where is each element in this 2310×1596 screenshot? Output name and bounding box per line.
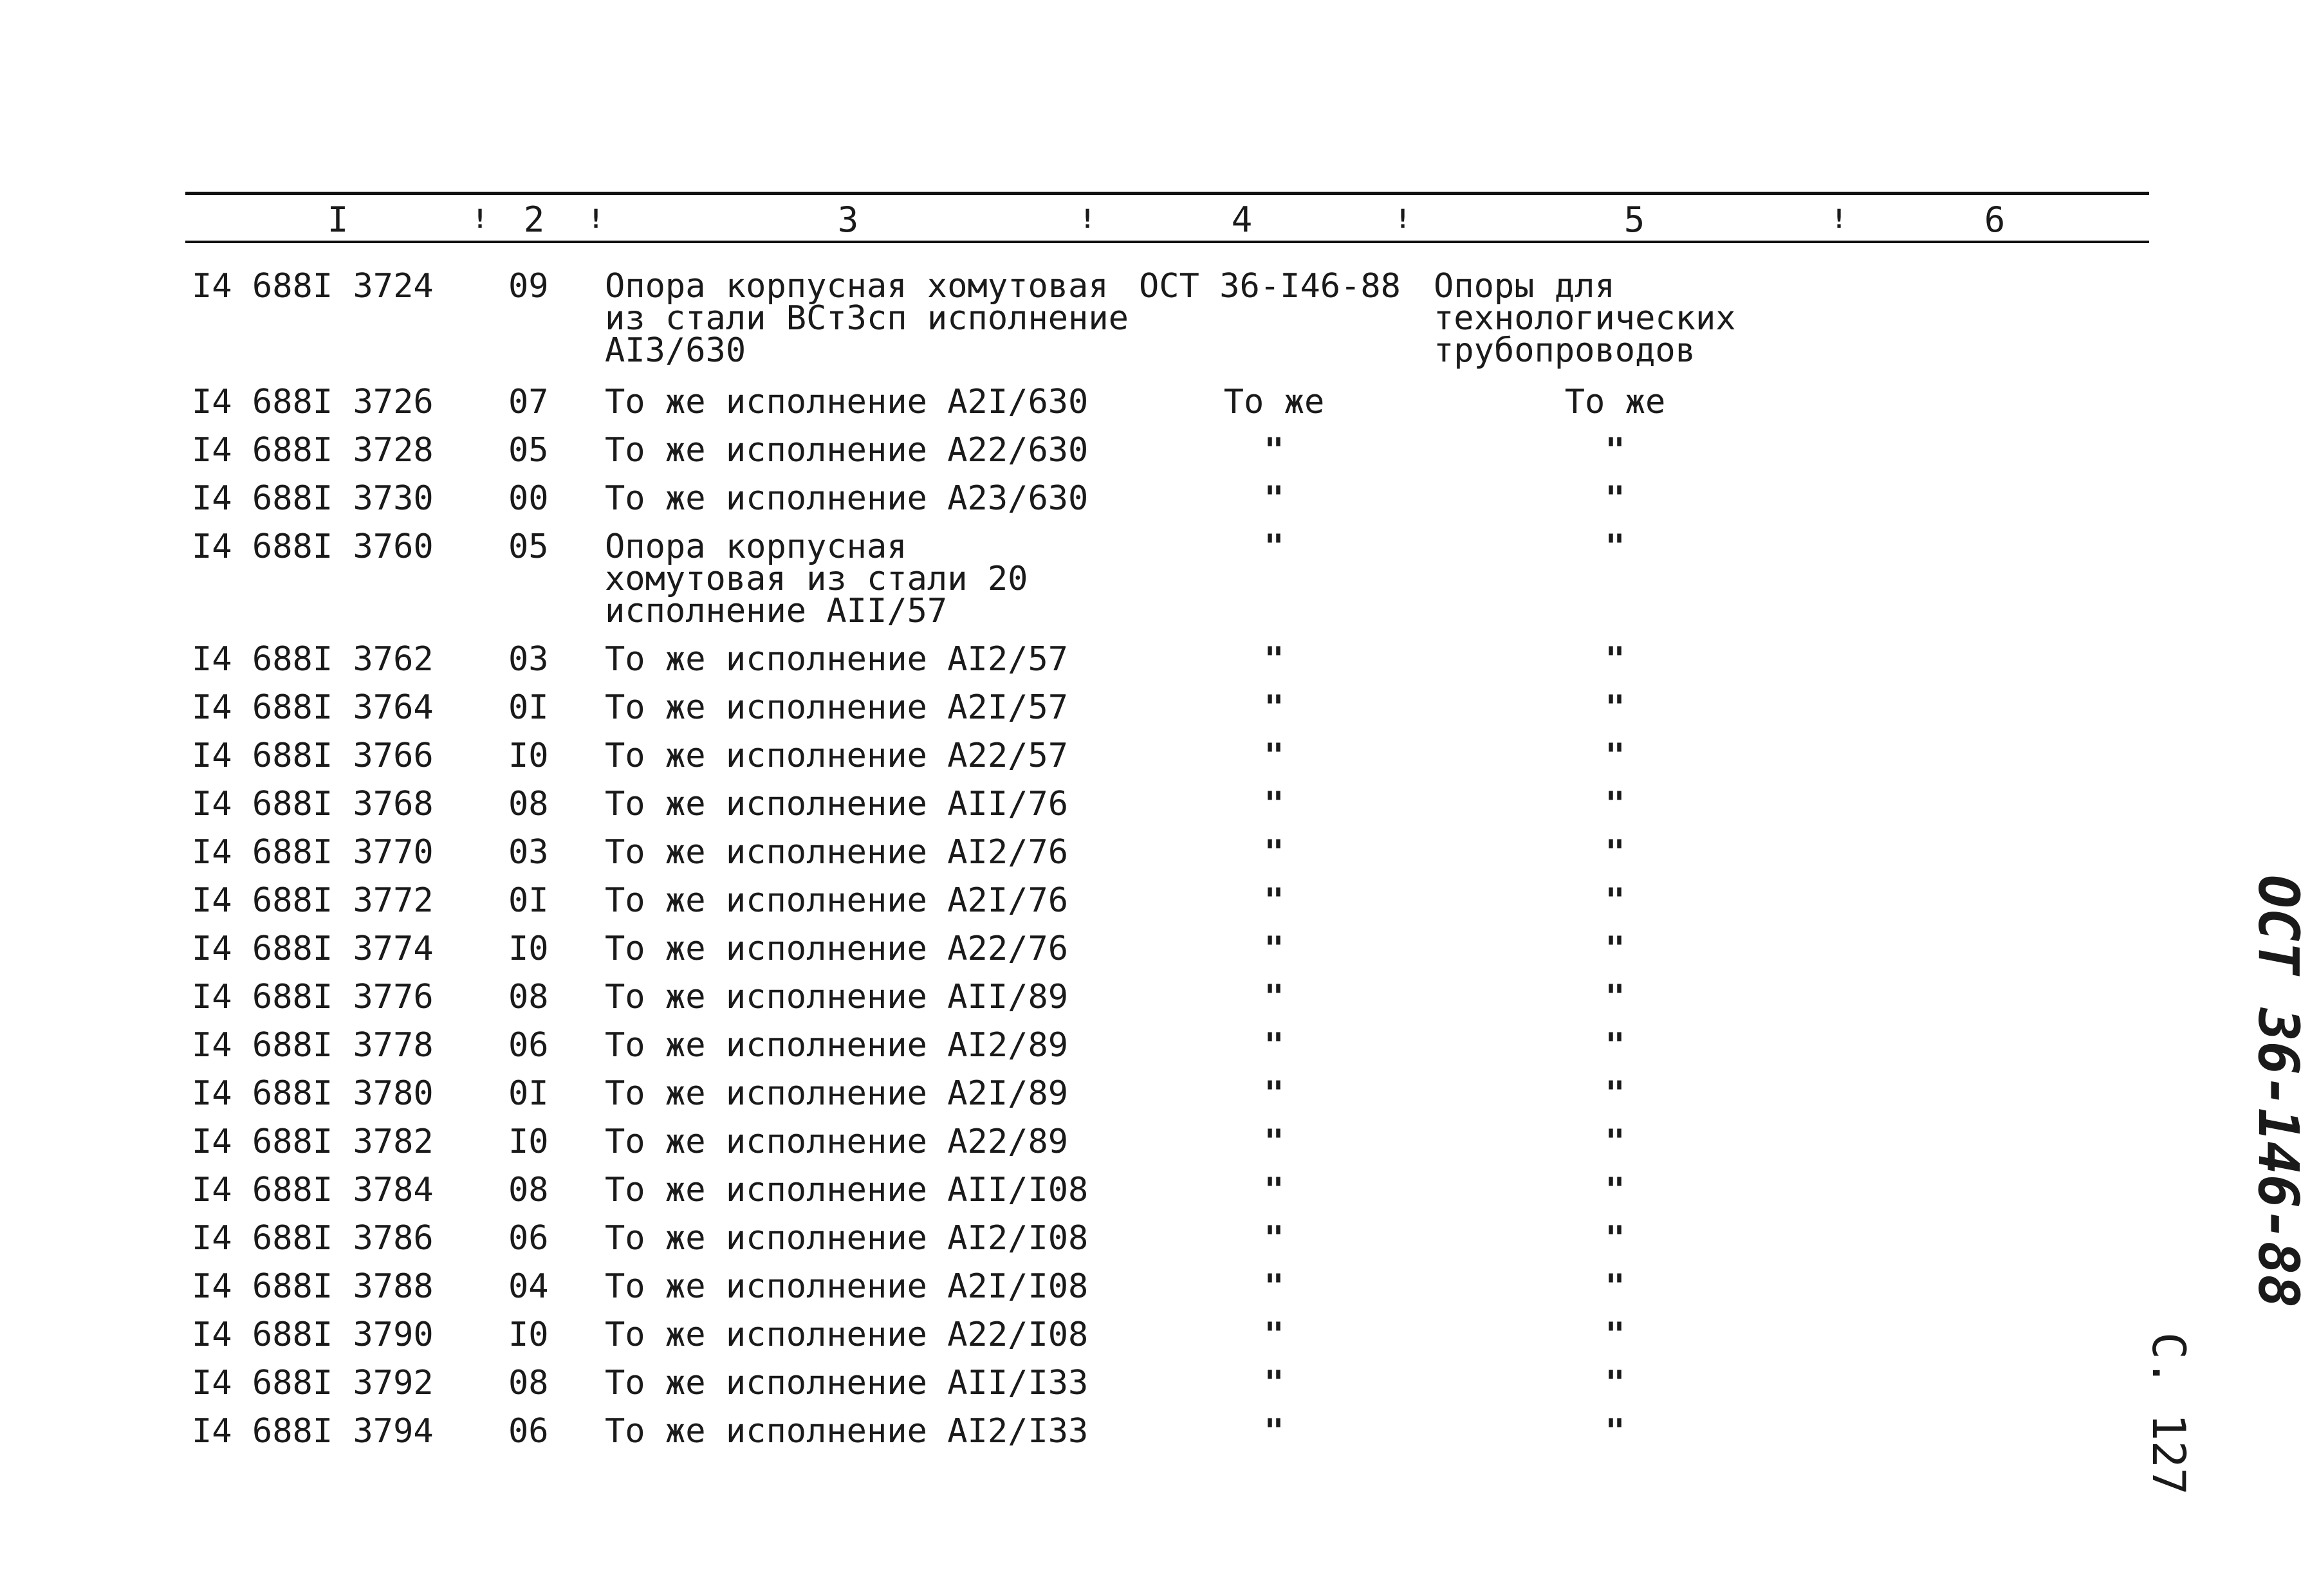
header-top-rule [185, 192, 2149, 195]
item-name: Опора корпусная хомутовая из стали ВСтЗсп исполнение AI3/630 [605, 267, 1129, 370]
ditto-mark: " [1605, 1316, 1625, 1354]
item-name: То же исполнение A22/76 [605, 930, 1069, 968]
check-number: 00 [508, 479, 549, 518]
item-name: То же исполнение A2I/630 [605, 383, 1089, 421]
designation-code: I4 688I 3724 [192, 267, 434, 306]
ditto-mark: " [1264, 881, 1284, 920]
item-name: То же исполнение A2I/76 [605, 881, 1069, 920]
check-number: 0I [508, 1074, 549, 1113]
header-col-2: 2 [523, 199, 545, 240]
designation-code: I4 688I 3726 [192, 383, 434, 421]
ditto-mark: " [1605, 737, 1625, 775]
ditto-mark: " [1264, 1267, 1284, 1306]
designation-code: I4 688I 3776 [192, 978, 434, 1016]
header-separator: ! [1395, 205, 1411, 234]
ditto-mark: " [1264, 1074, 1284, 1113]
designation-code: I4 688I 3770 [192, 833, 434, 872]
ditto-mark: " [1605, 1026, 1625, 1065]
header-col-4: 4 [1231, 199, 1253, 240]
designation-code: I4 688I 3792 [192, 1364, 434, 1402]
check-number: 08 [508, 978, 549, 1016]
check-number: 04 [508, 1267, 549, 1306]
designation-code: I4 688I 3786 [192, 1219, 434, 1258]
check-number: I0 [508, 1316, 549, 1354]
check-number: I0 [508, 930, 549, 968]
item-name: То же исполнение AI2/I08 [605, 1219, 1089, 1258]
ditto-mark: " [1264, 431, 1284, 470]
check-number: 05 [508, 527, 549, 566]
ditto-mark: " [1264, 785, 1284, 823]
ditto-mark: " [1264, 1219, 1284, 1258]
check-number: I0 [508, 737, 549, 775]
item-name: То же исполнение A22/89 [605, 1123, 1069, 1161]
designation-code: I4 688I 3784 [192, 1171, 434, 1209]
designation-code: I4 688I 3768 [192, 785, 434, 823]
item-name: Опора корпусная хомутовая из стали 20 исполнение AII/57 [605, 527, 1028, 630]
ditto-mark: " [1264, 1171, 1284, 1209]
ditto-mark: " [1605, 1364, 1625, 1402]
designation-code: I4 688I 3760 [192, 527, 434, 566]
check-number: I0 [508, 1123, 549, 1161]
designation-code: I4 688I 3772 [192, 881, 434, 920]
ditto-mark: " [1264, 833, 1284, 872]
designation-code: I4 688I 3790 [192, 1316, 434, 1354]
check-number: 09 [508, 267, 549, 306]
ditto-mark: " [1605, 640, 1625, 679]
note: Опоры для технологических трубопроводов [1434, 267, 1736, 370]
ditto-mark: " [1605, 1219, 1625, 1258]
ditto-mark: " [1264, 479, 1284, 518]
ditto-mark: " [1605, 1123, 1625, 1161]
ditto-mark: " [1605, 688, 1625, 727]
check-number: 07 [508, 383, 549, 421]
ditto-mark: " [1605, 431, 1625, 470]
ditto-mark: " [1264, 1123, 1284, 1161]
check-number: 08 [508, 1364, 549, 1402]
header-separator: ! [588, 205, 604, 234]
standard-doc: ОСТ 36-I46-88 [1139, 267, 1401, 306]
designation-code: I4 688I 3774 [192, 930, 434, 968]
note: То же [1564, 383, 1666, 421]
designation-code: I4 688I 3730 [192, 479, 434, 518]
item-name: То же исполнение A2I/89 [605, 1074, 1069, 1113]
ditto-mark: " [1605, 833, 1625, 872]
designation-code: I4 688I 3728 [192, 431, 434, 470]
margin-standard-number: ОСТ 36-146-88 [2246, 875, 2310, 1308]
item-name: То же исполнение A22/I08 [605, 1316, 1089, 1354]
designation-code: I4 688I 3782 [192, 1123, 434, 1161]
check-number: 08 [508, 785, 549, 823]
ditto-mark: " [1264, 527, 1284, 566]
check-number: 0I [508, 688, 549, 727]
item-name: То же исполнение AI2/89 [605, 1026, 1069, 1065]
ditto-mark: " [1605, 479, 1625, 518]
check-number: 06 [508, 1412, 549, 1451]
ditto-mark: " [1264, 978, 1284, 1016]
ditto-mark: " [1264, 1026, 1284, 1065]
ditto-mark: " [1605, 978, 1625, 1016]
header-col-1: I [327, 199, 349, 240]
item-name: То же исполнение AI2/76 [605, 833, 1069, 872]
item-name: То же исполнение AI2/I33 [605, 1412, 1089, 1451]
ditto-mark: " [1605, 930, 1625, 968]
item-name: То же исполнение AII/I33 [605, 1364, 1089, 1402]
header-separator: ! [1831, 205, 1847, 234]
ditto-mark: " [1264, 1364, 1284, 1402]
check-number: 05 [508, 431, 549, 470]
header-separator: ! [1080, 205, 1096, 234]
item-name: То же исполнение AII/76 [605, 785, 1069, 823]
designation-code: I4 688I 3794 [192, 1412, 434, 1451]
item-name: То же исполнение A22/630 [605, 431, 1089, 470]
check-number: 03 [508, 833, 549, 872]
item-name: То же исполнение A2I/I08 [605, 1267, 1089, 1306]
item-name: То же исполнение A23/630 [605, 479, 1089, 518]
designation-code: I4 688I 3780 [192, 1074, 434, 1113]
item-name: То же исполнение AII/I08 [605, 1171, 1089, 1209]
ditto-mark: " [1605, 785, 1625, 823]
check-number: 03 [508, 640, 549, 679]
designation-code: I4 688I 3788 [192, 1267, 434, 1306]
item-name: То же исполнение A22/57 [605, 737, 1069, 775]
check-number: 06 [508, 1219, 549, 1258]
margin-page-number: С. 127 [2142, 1332, 2195, 1495]
designation-code: I4 688I 3764 [192, 688, 434, 727]
header-separator: ! [472, 205, 488, 234]
check-number: 06 [508, 1026, 549, 1065]
item-name: То же исполнение AII/89 [605, 978, 1069, 1016]
standard-doc: То же [1223, 383, 1325, 421]
ditto-mark: " [1264, 640, 1284, 679]
item-name: То же исполнение A2I/57 [605, 688, 1069, 727]
ditto-mark: " [1264, 1316, 1284, 1354]
header-bottom-rule [185, 241, 2149, 243]
item-name: То же исполнение AI2/57 [605, 640, 1069, 679]
ditto-mark: " [1605, 1074, 1625, 1113]
designation-code: I4 688I 3766 [192, 737, 434, 775]
ditto-mark: " [1264, 737, 1284, 775]
ditto-mark: " [1264, 930, 1284, 968]
header-col-5: 5 [1623, 199, 1645, 240]
designation-code: I4 688I 3778 [192, 1026, 434, 1065]
ditto-mark: " [1605, 527, 1625, 566]
header-col-3: 3 [837, 199, 859, 240]
ditto-mark: " [1605, 881, 1625, 920]
ditto-mark: " [1605, 1171, 1625, 1209]
header-col-6: 6 [1984, 199, 2006, 240]
ditto-mark: " [1605, 1412, 1625, 1451]
designation-code: I4 688I 3762 [192, 640, 434, 679]
check-number: 08 [508, 1171, 549, 1209]
ditto-mark: " [1264, 1412, 1284, 1451]
ditto-mark: " [1605, 1267, 1625, 1306]
ditto-mark: " [1264, 688, 1284, 727]
check-number: 0I [508, 881, 549, 920]
